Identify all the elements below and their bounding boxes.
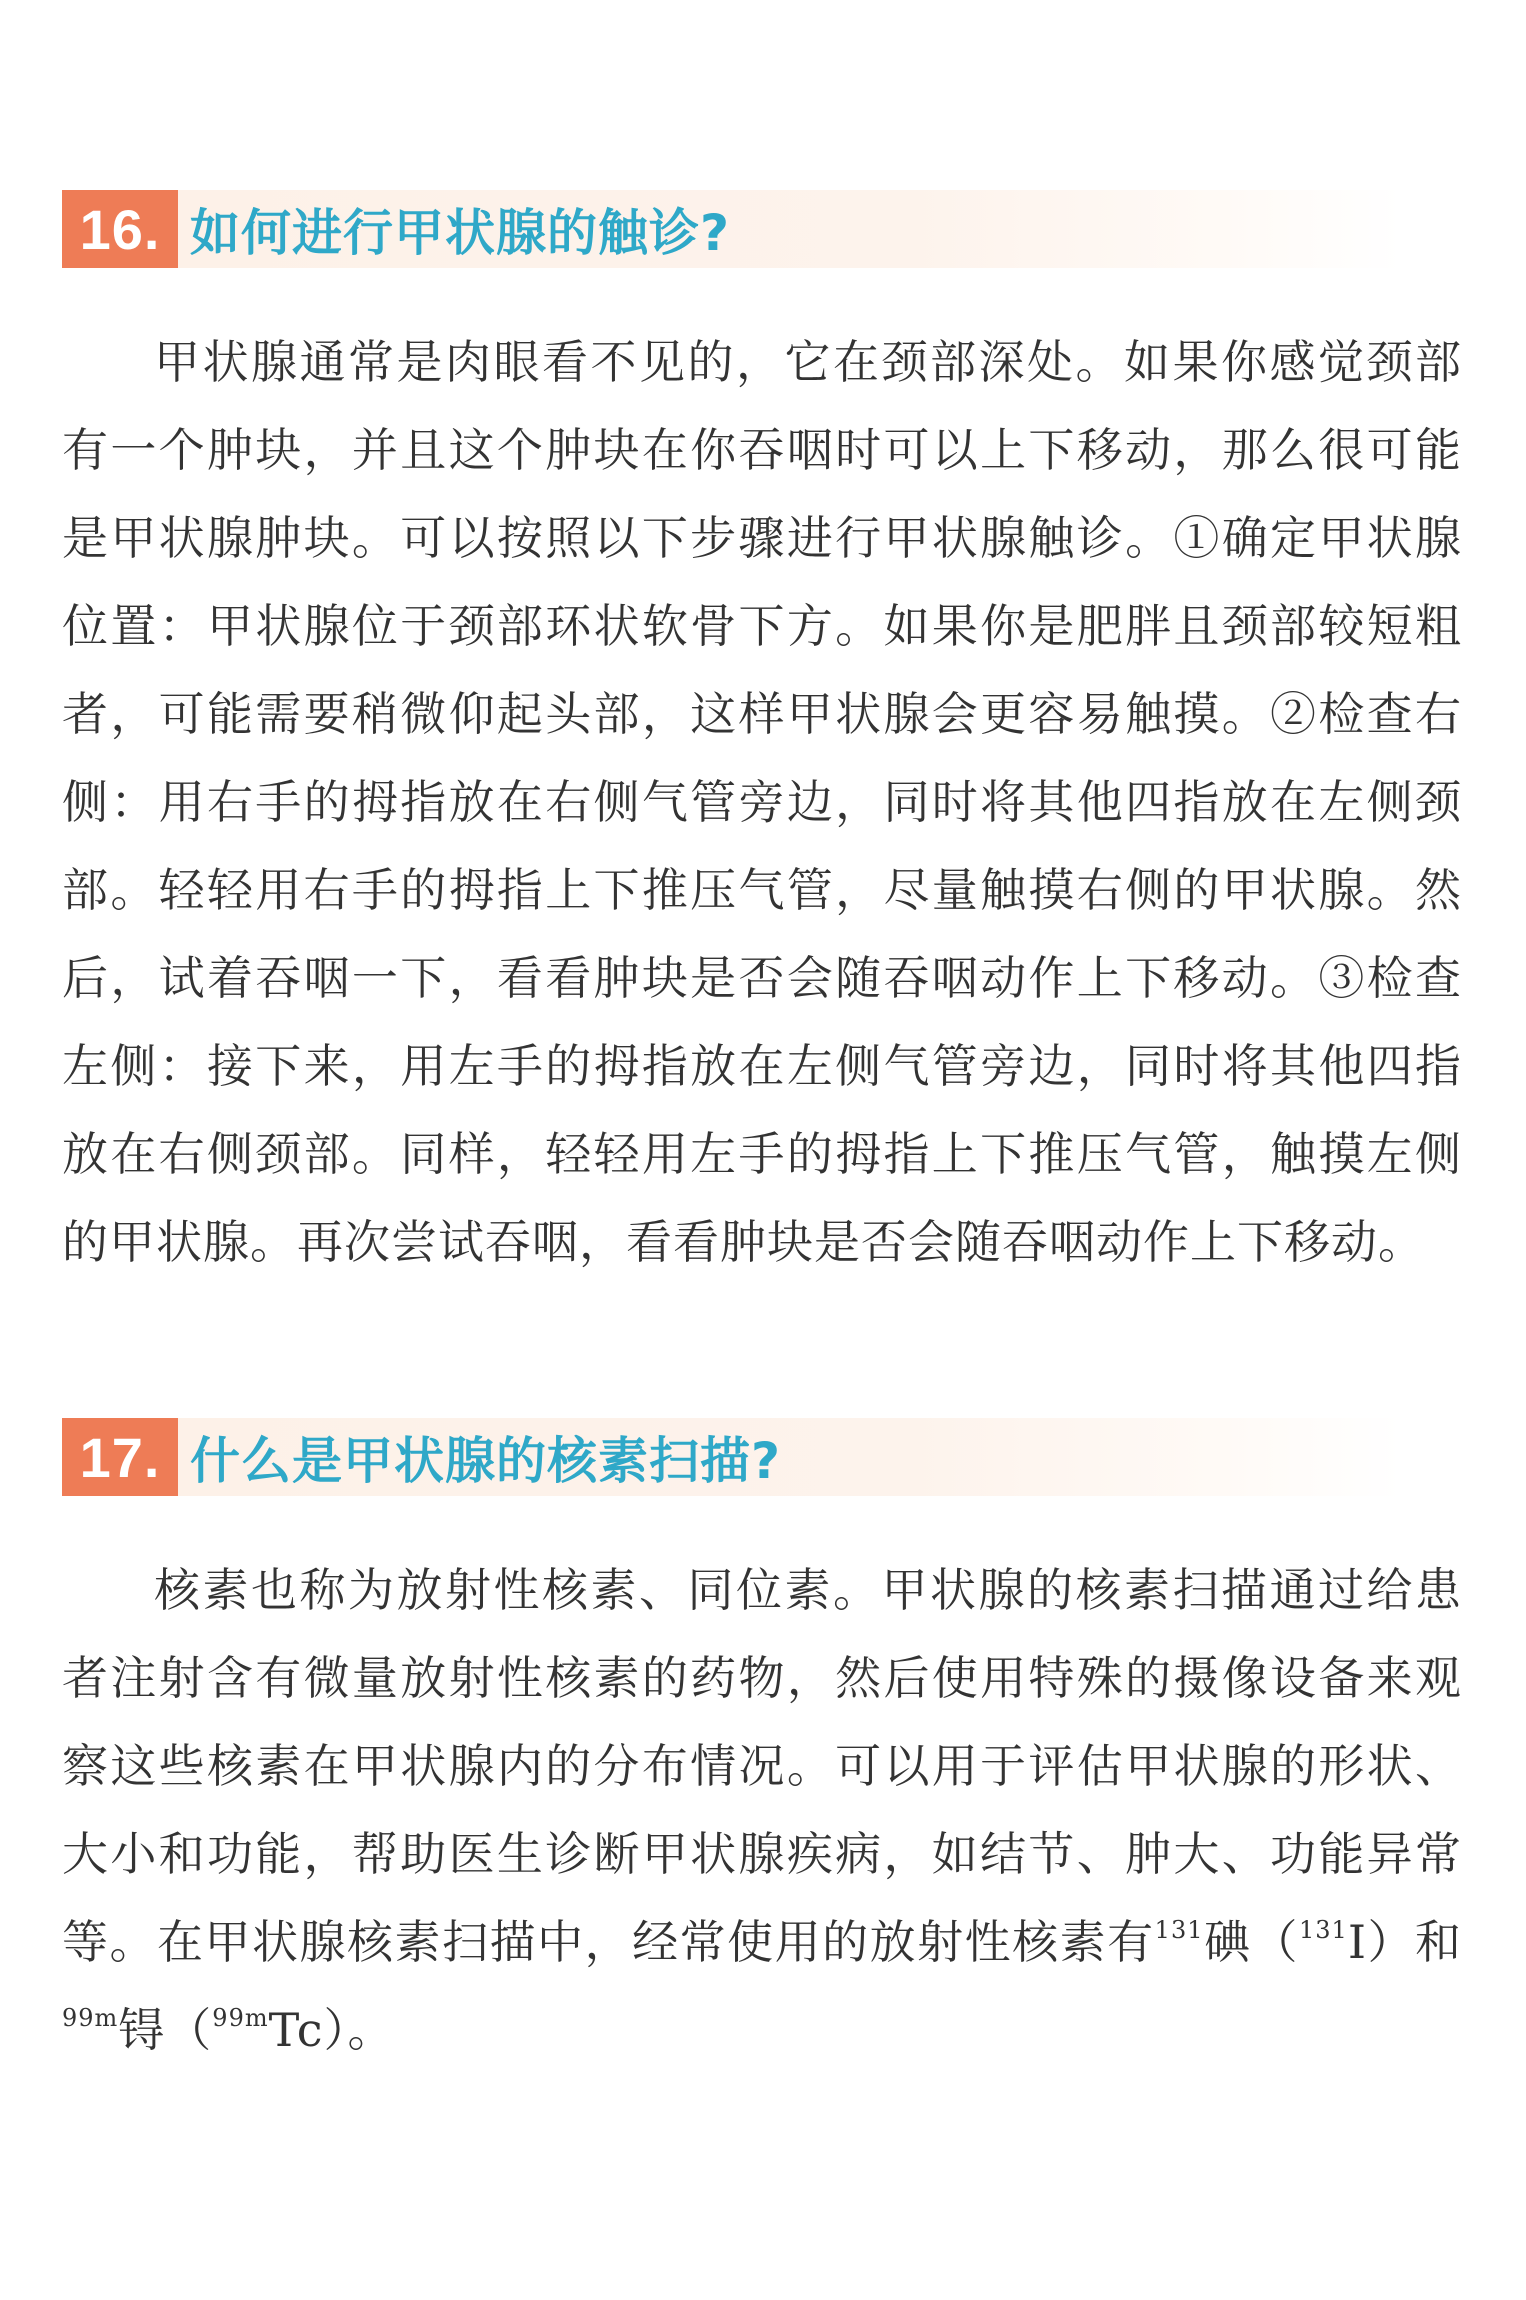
section-title-band — [178, 190, 1402, 268]
section-16-header — [62, 190, 1402, 268]
isotope-mass-number: 99m — [62, 2004, 119, 2032]
section-number: 16. — [62, 190, 178, 268]
isotope-mass-number: 131 — [1154, 1916, 1204, 1944]
section-title-band — [178, 1418, 1402, 1496]
isotope-symbol: I）和 — [1347, 1915, 1463, 1969]
section-16-paragraph: 甲状腺通常是肉眼看不见的，它在颈部深处。如果你感觉颈部有一个肿块，并且这个肿块在你吞咽时可以上下移动，那么很可能是甲状腺肿块。可以按照以下步骤进行甲状腺触诊。①确定甲状腺位置：甲状腺位于颈部环状软骨下方。如果你是肥胖且颈部较短粗者，可能需要稍微仰起头部，这样甲状腺会更容易触摸。②检查右侧：用右手的拇指放在右侧气管旁边，同时将其他四指放在左侧颈部。轻轻用右手的拇指上下推压气管，尽量触摸右侧的甲状腺。然后，试着吞咽一下，看看肿块是否会随吞咽动作上下移动。③检查左侧：接下来，用左手的拇指放在左侧气管旁边，同时将其他四指放在右侧颈部。同样，轻轻用左手的拇指上下推压气管，触摸左侧的甲状腺。再次尝试吞咽，看看肿块是否会随吞咽动作上下移动。 — [62, 335, 1462, 1269]
section-title: 如何进行甲状腺的触诊? — [190, 204, 731, 262]
isotope-name: 锝（ — [118, 2003, 213, 2057]
isotope-mass-number: 131 — [1299, 1916, 1348, 1944]
section-17-header — [62, 1418, 1402, 1496]
section-title: 什么是甲状腺的核素扫描? — [190, 1432, 782, 1490]
isotope-name: 碘（ — [1203, 1915, 1300, 1969]
section-17-paragraph — [62, 1546, 1462, 2074]
paragraph-text: 核素也称为放射性核素、同位素。甲状腺的核素扫描通过给患者注射含有微量放射性核素的药物，然后使用特殊的摄像设备来观察这些核素在甲状腺内的分布情况。可以用于评估甲状腺的形状、大小和功能，帮助医生诊断甲状腺疾病，如结节、肿大、功能异常等。在甲状腺核素扫描中，经常使用的放射性核素有 — [62, 1563, 1462, 1969]
isotope-symbol: Tc）。 — [268, 2003, 395, 2057]
section-number: 17. — [62, 1418, 178, 1496]
isotope-mass-number: 99m — [212, 2004, 269, 2032]
